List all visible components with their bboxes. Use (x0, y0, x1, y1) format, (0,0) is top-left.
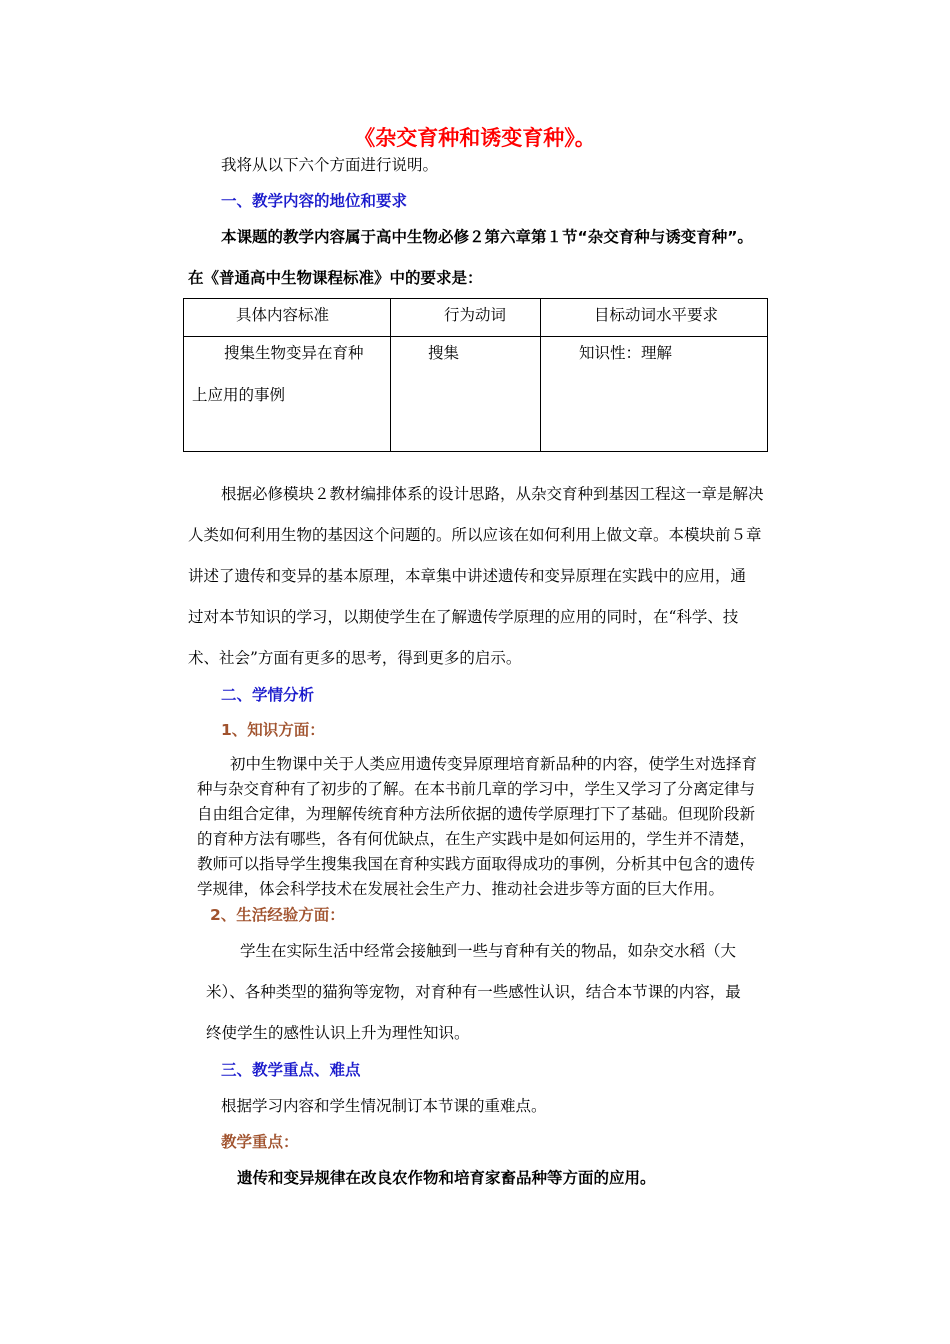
section2-sub2-heading: 2、生活经验方面： (210, 906, 345, 924)
section2-sub2-line: 学生在实际生活中经常会接触到一些与育种有关的物品，如杂交水稻（大 (240, 942, 737, 960)
table-cell-content: 搜集生物变异在育种 上应用的事例 (184, 337, 391, 452)
section1-para2: 在《普通高中生物课程标准》中的要求是： (188, 269, 483, 287)
section2-sub1-line: 自由组合定律，为理解传统育种方法所依据的遗传学原理打下了基础。但现阶段新 (197, 805, 756, 823)
section1-para1: 本课题的教学内容属于高中生物必修２第六章第１节“杂交育种与诱变育种”。 (221, 228, 753, 246)
table-header-cell: 具体内容标准 (184, 299, 391, 337)
section3-para: 根据学习内容和学生情况制订本节课的重难点。 (221, 1097, 547, 1115)
section2-sub2-line: 米）、各种类型的猫狗等宠物，对育种有一些感性认识，结合本节课的内容，最 (206, 983, 741, 1001)
section1-para3-line: 人类如何利用生物的基因这个问题的。所以应该在如何利用上做文章。本模块前５章 (188, 526, 762, 544)
table-cell-verb: 搜集 (391, 337, 541, 452)
section2-heading: 二、学情分析 (221, 686, 315, 704)
table-row (184, 337, 768, 452)
key-points-text: 遗传和变异规律在改良农作物和培育家畜品种等方面的应用。 (237, 1169, 656, 1187)
section2-sub1-line: 学规律，体会科学技术在发展社会生产力、推动社会进步等方面的巨大作用。 (197, 880, 725, 898)
table-header-cell: 行为动词 (391, 299, 541, 337)
table-cell-level: 知识性：理解 (541, 337, 768, 452)
section2-sub1-line: 教师可以指导学生搜集我国在育种实践方面取得成功的事例，分析其中包含的遗传 (197, 855, 756, 873)
section2-sub1-heading: 1、知识方面： (221, 721, 325, 739)
section2-sub1-line: 的育种方法有哪些，各有何优缺点，在生产实践中是如何运用的，学生并不清楚， (197, 830, 756, 848)
section1-para3-line: 过对本节知识的学习，以期使学生在了解遗传学原理的应用的同时，在“科学、技 (188, 608, 739, 626)
table-header-row (184, 299, 768, 337)
table-header-cell: 目标动词水平要求 (541, 299, 768, 337)
section3-heading: 三、教学重点、难点 (221, 1061, 361, 1079)
section1-heading: 一、教学内容的地位和要求 (221, 192, 408, 210)
document-title: 《杂交育种和诱变育种》。 (354, 126, 596, 150)
section1-para3-line: 讲述了遗传和变异的基本原理，本章集中讲述遗传和变异原理在实践中的应用，通 (188, 567, 747, 585)
section1-para3-line: 根据必修模块２教材编排体系的设计思路，从杂交育种到基因工程这一章是解决 (221, 485, 764, 503)
section2-sub1-line: 种与杂交育种有了初步的了解。在本书前几章的学习中，学生又学习了分离定律与 (197, 780, 756, 798)
standards-table (183, 298, 768, 452)
key-points-heading: 教学重点： (221, 1133, 299, 1151)
intro-text: 我将从以下六个方面进行说明。 (221, 156, 439, 174)
section1-para3-line: 术、社会”方面有更多的思考，得到更多的启示。 (188, 649, 522, 667)
section2-sub1-line: 初中生物课中关于人类应用遗传变异原理培育新品种的内容，使学生对选择育 (230, 755, 758, 773)
section2-sub2-line: 终使学生的感性认识上升为理性知识。 (206, 1024, 470, 1042)
